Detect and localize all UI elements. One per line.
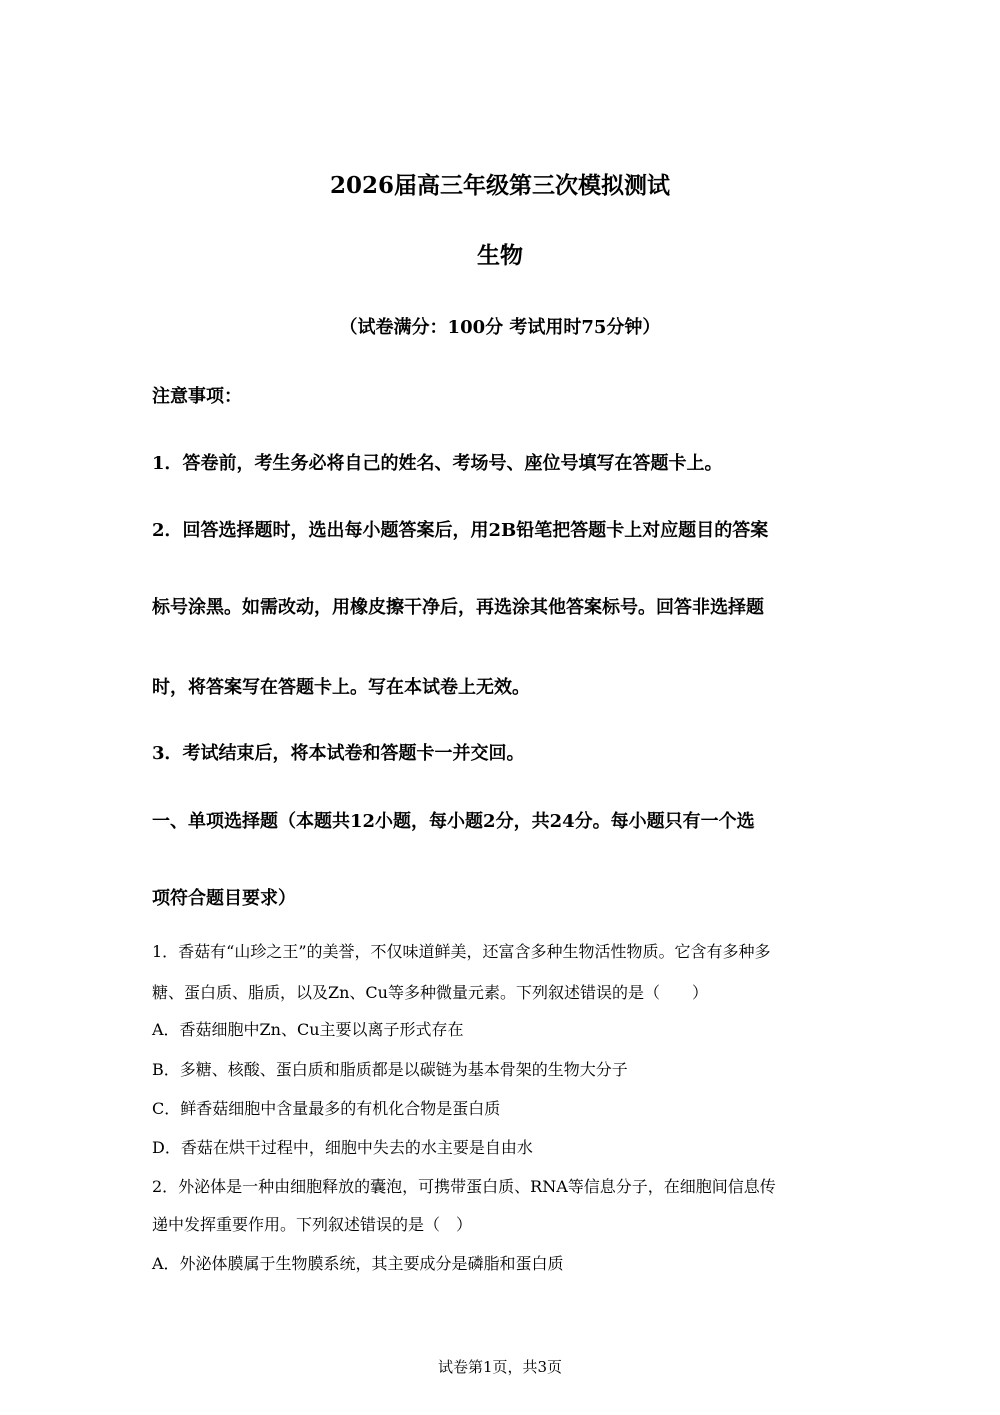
- exam-meta: （试卷满分：100分 考试用时75分钟）: [339, 317, 661, 338]
- option-line: A．香菇细胞中Zn、Cu主要以离子形式存在: [152, 1020, 464, 1039]
- notice-line: 标号涂黑。如需改动，用橡皮擦干净后，再选涂其他答案标号。回答非选择题: [152, 597, 764, 618]
- notice-line: 3．考试结束后，将本试卷和答题卡一并交回。: [152, 743, 525, 764]
- section-heading: 一、单项选择题（本题共12小题，每小题2分，共24分。每小题只有一个选: [152, 811, 755, 832]
- notice-line: 2．回答选择题时，选出每小题答案后，用2B铅笔把答题卡上对应题目的答案: [152, 520, 769, 541]
- option-line: D．香菇在烘干过程中，细胞中失去的水主要是自由水: [152, 1138, 533, 1157]
- option-line: B．多糖、核酸、蛋白质和脂质都是以碳链为基本骨架的生物大分子: [152, 1060, 628, 1079]
- notice-heading: 注意事项：: [152, 386, 242, 407]
- question-line: 1．香菇有“山珍之王”的美誉，不仅味道鲜美，还富含多种生物活性物质。它含有多种多: [152, 942, 771, 961]
- option-line: C．鲜香菇细胞中含量最多的有机化合物是蛋白质: [152, 1099, 501, 1118]
- question-line: 糖、蛋白质、脂质，以及Zn、Cu等多种微量元素。下列叙述错误的是（ ）: [152, 983, 708, 1002]
- notice-line: 1．答卷前，考生务必将自己的姓名、考场号、座位号填写在答题卡上。: [152, 453, 723, 474]
- section-heading: 项符合题目要求）: [152, 888, 296, 909]
- question-line: 递中发挥重要作用。下列叙述错误的是（ ）: [152, 1215, 473, 1234]
- question-line: 2．外泌体是一种由细胞释放的囊泡，可携带蛋白质、RNA等信息分子，在细胞间信息传: [152, 1177, 776, 1196]
- notice-line: 时，将答案写在答题卡上。写在本试卷上无效。: [152, 677, 530, 698]
- option-line: A．外泌体膜属于生物膜系统，其主要成分是磷脂和蛋白质: [152, 1254, 564, 1273]
- exam-title: 2026届高三年级第三次模拟测试: [329, 172, 670, 199]
- page-footer: 试卷第1页，共3页: [437, 1358, 563, 1376]
- subject-title: 生物: [477, 242, 523, 269]
